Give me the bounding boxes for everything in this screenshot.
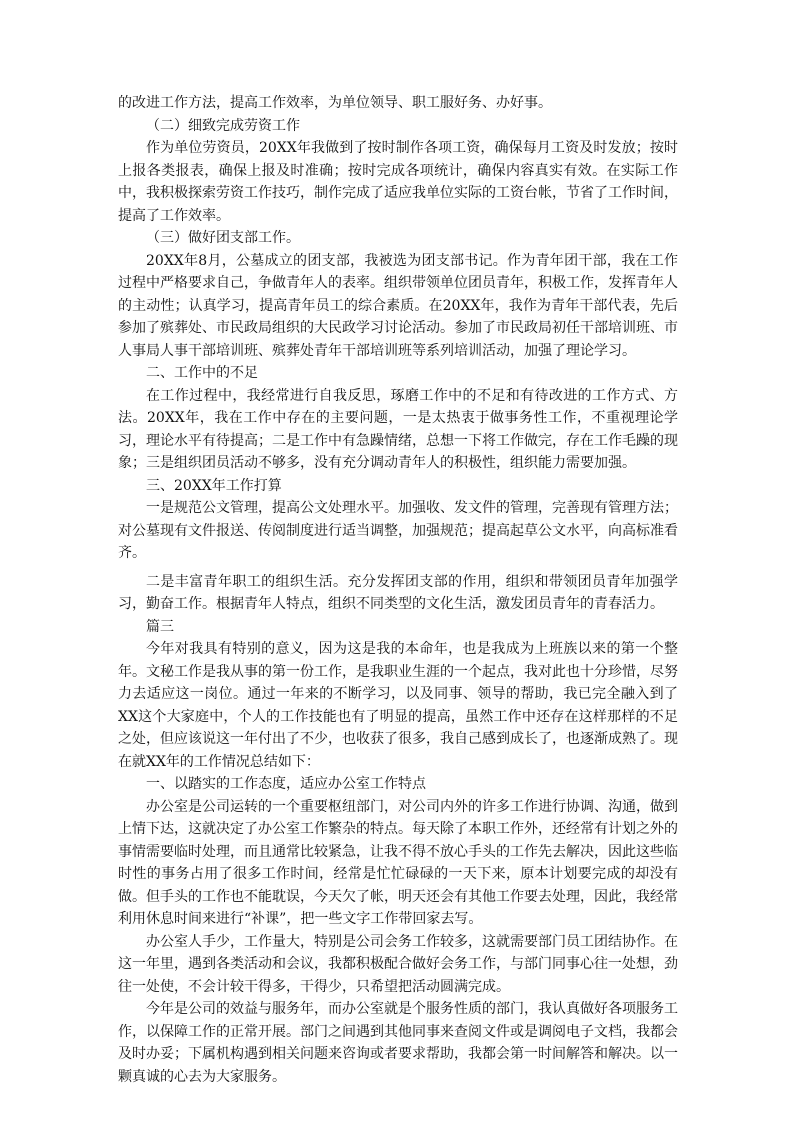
body-paragraph: 作为单位劳资员，20XX年我做到了按时制作各项工资，确保每月工资及时发放；按时上报各类报表，确保上报及时准确；按时完成各项统计，确保内容真实有效。在实际工作中，我积极探索劳资工作技巧，制作完成了适应我单位实际的工资台帐，节省了工作时间，提高了工作效率。: [118, 140, 678, 224]
body-paragraph: 办公室人手少，工作量大，特别是公司会务工作较多，这就需要部门员工团结协作。在这一年里，遇到各类活动和会议，我都积极配合做好会务工作，与部门同事心往一处想，劲往一处使，不会计较干得多，干得少，只希望把活动圆满完成。: [118, 933, 678, 995]
body-paragraph: 办公室是公司运转的一个重要枢纽部门，对公司内外的许多工作进行协调、沟通，做到上情下达，这就决定了办公室工作繁杂的特点。每天除了本职工作外，还经常有计划之外的事情需要临时处理，而且通常比较紧急，让我不得不放心手头的工作先去解决，因此这些临时性的事务占用了很多工作时间，经常是忙忙碌碌的一天下来，原本计划要完成的却没有做。但手头的工作也不能耽误，今天欠了帐，明天还会有其他工作要去处理，因此，我经常利用休息时间来进行“补课”，把一些文字工作带回家去写。: [118, 798, 678, 927]
section-heading: 二、工作中的不足: [146, 365, 258, 381]
section-heading: （二）细致完成劳资工作: [146, 117, 300, 134]
document-page: [118, 92, 678, 1088]
section-heading: 一、以踏实的工作态度，适应办公室工作特点: [146, 776, 426, 792]
body-paragraph: 今年是公司的效益与服务年，而办公室就是个服务性质的部门，我认真做好各项服务工作，以保障工作的正常开展。部门之间遇到其他同事来查阅文件或是调阅电子文档，我都会及时办妥；下属机构遇到相关问题来咨询或者要求帮助，我都会第一时间解答和解决。以一颗真诚的心去为大家服务。: [118, 1001, 678, 1085]
part-heading: 篇三: [146, 618, 174, 635]
paragraph-continuation: 的改进工作方法，提高工作效率，为单位领导、职工服好务、办好事。: [118, 95, 552, 111]
section-heading: 三、20XX年工作打算: [146, 477, 282, 494]
body-paragraph: 一是规范公文管理，提高公文处理水平。加强收、发文件的管理，完善现有管理方法；对公墓现有文件报送、传阅制度进行适当调整，加强规范；提高起草公文水平，向高标准看齐。: [118, 500, 678, 561]
body-paragraph: 在工作过程中，我经常进行自我反思，琢磨工作中的不足和有待改进的工作方式、方法。20XX年，我在工作中存在的主要问题，一是太热衷于做事务性工作，不重视理论学习，理论水平有待提高；二是工作中有急躁情绪，总想一下将工作做完，存在工作毛躁的现象；三是组织团员活动不够多，没有充分调动青年人的积极性，组织能力需要加强。: [118, 387, 678, 471]
body-paragraph: 20XX年8月，公墓成立的团支部，我被选为团支部书记。作为青年团干部，我在工作过程中严格要求自己，争做青年人的表率。组织带领单位团员青年，积极工作，发挥青年人的主动性；认真学习，提高青年员工的综合素质。在20XX年，我作为青年干部代表，先后参加了殡葬处、市民政局组织的大民政学习讨论活动。参加了市民政局初任干部培训班、市人事局人事干部培训班、殡葬处青年干部培训班等系列培训活动，加强了理论学习。: [118, 252, 678, 359]
body-paragraph: 二是丰富青年职工的组织生活。充分发挥团支部的作用，组织和带领团员青年加强学习，勤奋工作。根据青年人特点，组织不同类型的文化生活，激发团员青年的青春活力。: [118, 573, 678, 612]
body-paragraph: 今年对我具有特别的意义，因为这是我的本命年，也是我成为上班族以来的第一个整年。文秘工作是我从事的第一份工作，是我职业生涯的一个起点，我对此也十分珍惜，尽努力去适应这一岗位。通过一年来的不断学习，以及同事、领导的帮助，我已完全融入到了XX这个大家庭中，个人的工作技能也有了明显的提高，虽然工作中还存在这样那样的不足之处，但应该说这一年付出了不少，也收获了很多，我自己感到成长了，也逐渐成熟了。现在就XX年的工作情况总结如下：: [118, 641, 678, 770]
section-heading: （三）做好团支部工作。: [146, 230, 300, 246]
